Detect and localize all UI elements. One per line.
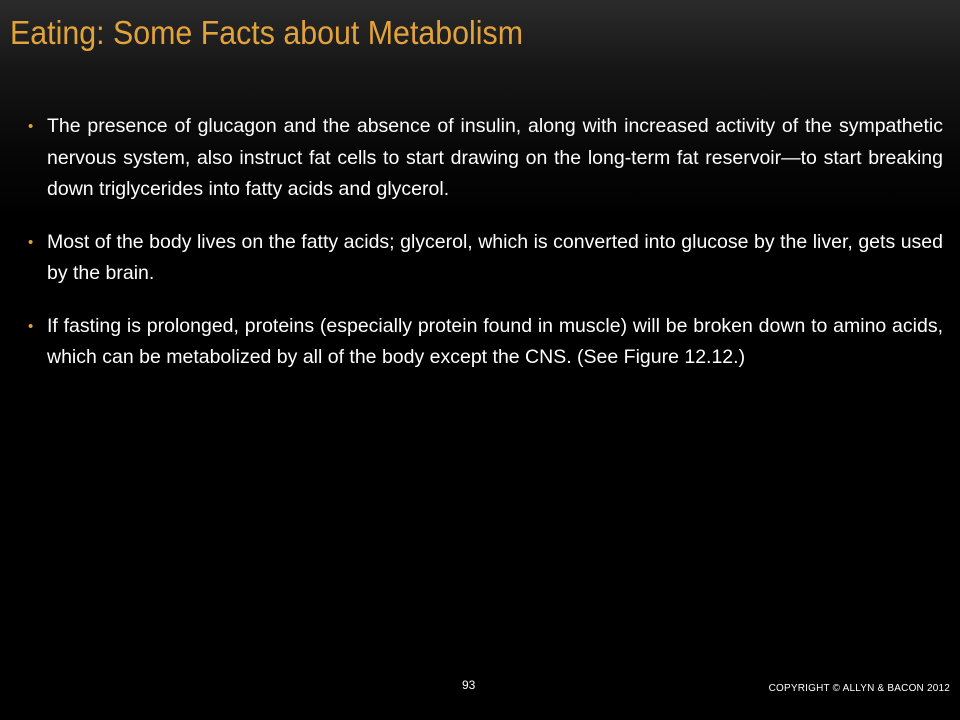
bullet-marker: •	[28, 118, 34, 135]
bullet-marker: •	[28, 233, 34, 251]
slide-title: Eating: Some Facts about Metabolism	[10, 14, 524, 51]
bullet-list	[28, 111, 943, 395]
bullet-text: If fasting is prolonged, proteins (especially protein found in muscle) will be broken down to amino acids, which can be metabolized by all of the body except the CNS. (See Figure 12.12.)	[47, 314, 943, 368]
copyright-notice: COPYRIGHT © ALLYN & BACON 2012	[768, 683, 950, 694]
bullet-text: Most of the body lives on the fatty acids; glycerol, which is converted into glucose by the liver, gets used by the brain.	[47, 230, 943, 284]
bullet-item	[28, 311, 943, 374]
bullet-marker: •	[28, 317, 34, 335]
bullet-item	[28, 227, 943, 290]
bullet-item	[28, 111, 943, 206]
bullet-text: The presence of glucagon and the absence of insulin, along with increased activity of the sympathetic nervous system, also instruct fat cells to start drawing on the long-term fat reservoir—to start breaking down triglycerides into fatty acids and glycerol.	[47, 115, 943, 200]
page-number: 93	[462, 678, 476, 692]
